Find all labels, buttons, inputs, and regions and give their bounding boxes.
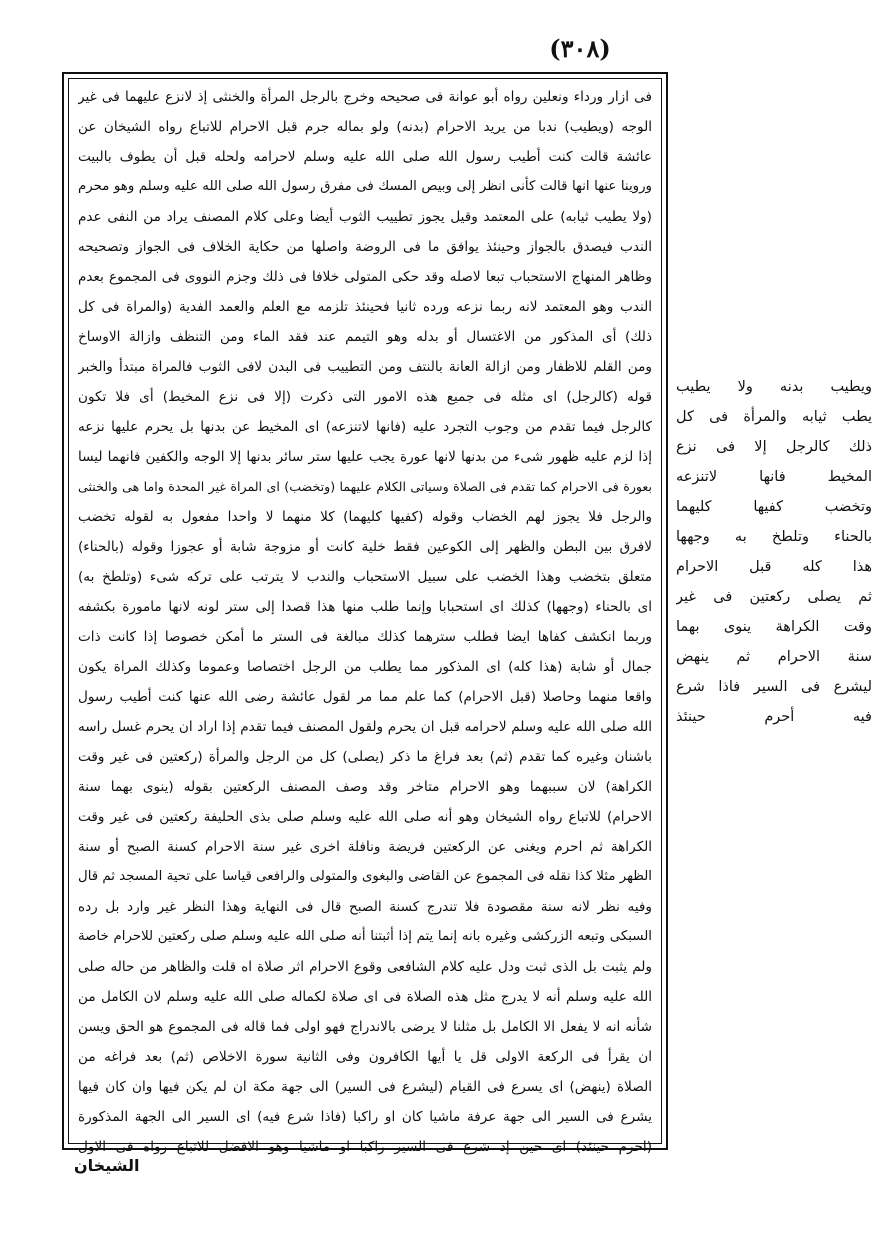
commentary-line: السبكى وتبعه الزركشى وغيره بانه إنما يتم إذا أثبتنا أنه صلى الله عليه وسلم صلى ركعتين للاحرام خاصة	[78, 929, 652, 944]
commentary-line: الندب فيصدق بالجواز وحينئذ يوافق ما فى الروضة واصلها من حكاية الخلاف فى الجواز وتصحيحه	[78, 239, 652, 255]
commentary-line: الله صلى الله عليه وسلم لاحرامه قبل ان يحرم ولقول المصنف فيما تقدم إذا اراد ان يحرم غسل راسه	[78, 719, 652, 735]
commentary-line: اى بالحناء (وجهها) كذلك اى استحبابا وإنما طلب منها هذا قصدا إلى ستر لونه لانها مامورة بكشفه	[78, 599, 652, 615]
commentary-line: بعورة فى الاحرام كما تقدم فى الصلاة وسياتى الكلام عليهما (وتخضب) اى المراة غير المحدة واما هى والخنثى	[78, 479, 652, 494]
commentary-line: الصلاة (ينهض) اى يسرع فى القيام (ليشرع فى السير) الى جهة مكة ان لم يكن فيها وان كان فيها	[78, 1079, 652, 1095]
commentary-line: قوله (كالرجل) اى مثله فى جميع هذه الامور التى ذكرت (إلا فى نزع المخيط) أى فلا تكون	[78, 389, 652, 405]
commentary-line: (احرم حينئذ) اى حين إذ شرع فى السير راكبا او ماشيا وهو الافضل للاتباع رواه فى الاول	[78, 1139, 652, 1155]
commentary-line: الندب وهو المعتمد لانه ربما نزعه ورده ثانيا فحينئذ تلزمه مع العلم والعمد الفدية (والمراة فى كل	[78, 299, 652, 315]
matn-line: سنة الاحرام ثم ينهض	[676, 649, 872, 665]
commentary-line: إذا لزم عليه ظهور شىء من بدنها لانها عورة يجب عليها ستر سائر بدنها إلا الوجه والكفين فانهما ليسا	[78, 449, 652, 465]
matn-line: هذا كله قبل الاحرام	[676, 559, 872, 575]
matn-line: بالحناء وتلطخ به وجهها	[676, 529, 872, 545]
commentary-line: وربما انكشف كفاها ايضا فطلب سترهما كذلك مبالغة فى الستر ما أمكن خصوصا إذا كانت ذات	[78, 629, 652, 645]
matn-line: المخيط فانها لاتنزعه	[676, 469, 872, 485]
commentary-line: جمال أو شابة (هذا كله) اى المذكور مما يطلب من الرجل اختصاصا وعموما وكذلك المراة يكون	[78, 659, 652, 675]
commentary-line: (ولا يطيب ثيابه) على المعتمد وقيل يجوز تطييب الثوب أيضا وعلى كلام المصنف يراد من النفى عدم	[78, 209, 652, 225]
commentary-line: الله عليه وسلم أنه لا يدرج مثل هذه الصلاة فى اى صلاة لكماله صلى الله عليه وسلم لان الكامل من	[78, 989, 652, 1005]
commentary-line: الاحرام) للاتباع رواه الشيخان وهو أنه صلى الله عليه وسلم صلى بذى الحليفة ركعتين فى غير وقت	[78, 809, 652, 825]
matn-margin-text	[676, 372, 872, 732]
commentary-line: ومن القلم للاظفار ومن ازالة العانة بالنتف ومن التطييب فى البدن لافى الثوب فالمراة مبتدأ والخبر	[78, 359, 652, 375]
matn-line: وقت الكراهة ينوى بهما	[676, 619, 872, 635]
matn-line: ليشرع فى السير فاذا شرع	[676, 679, 872, 695]
matn-line: فيه أحرم حينئذ	[676, 709, 872, 725]
matn-line: يطب ثيابه والمرأة فى كل	[676, 409, 872, 425]
commentary-line: ولم يثبت بل الذى ثبت ودل عليه كلام الشافعى وقوع الاحرام اثر صلاة اه قلت والظاهر من حاله صلى	[78, 959, 652, 975]
commentary-line: والرجل فلا يجوز لهم الخضاب وقوله (كفيها كليهما) كلا منهما لا واحدا مفعول به لقوله تخضب	[78, 509, 652, 525]
commentary-line: كالرجل فيما تقدم من وجوب التجرد عليه (فانها لاتنزعه) اى المخيط عن بدنها بل يحرم عليها نزعه	[78, 419, 652, 435]
commentary-line: فى ازار ورداء ونعلين رواه أبو عوانة فى صحيحه وخرج بالرجل المرأة والخنثى إذ لانزع عليهما فى غير	[78, 89, 652, 105]
matn-line: ذلك كالرجل إلا فى نزع	[676, 439, 872, 455]
matn-line: ويطيب بدنه ولا يطيب	[676, 379, 872, 395]
page-number: (٣٠٨)	[549, 34, 611, 63]
commentary-line: باشنان وغيره كما تقدم (ثم) بعد فراغ ما ذكر (يصلى) كل من الرجل والمرأة (ركعتين فى غير وقت	[78, 749, 652, 765]
commentary-line: الوجه (ويطيب) ندبا من يريد الاحرام (بدنه) ولو بماله جرم قبل الاحرام للاتباع رواه الشيخان عن	[78, 119, 652, 135]
commentary-line: وظاهر المنهاج الاستحباب تبعا لاصله وقد حكى المتولى خلافا فى ذلك وجزم النووى فى المجموع بعدم	[78, 269, 652, 285]
commentary-line: ذلك) أى المذكور من الاغتسال أو بدله وهو التيمم عند فقد الماء ومن التنظف وازالة الاوساخ	[78, 329, 652, 345]
commentary-text	[78, 82, 652, 1155]
commentary-line: شأنه انه لا يفعل الا الكامل بل مثلنا لا يرضى بالاندراج فهو اولى فما قاله فى المجموع هو الحق ويسن	[78, 1019, 652, 1035]
catchword: الشيخان	[74, 1156, 140, 1175]
commentary-line: الظهر مثلا كذا نقله فى المجموع عن القاضى والبغوى والمتولى والرافعى قياسا على تحية المسجد ثم قال	[78, 869, 652, 884]
commentary-line: الكراهة ثم احرم ويغنى عن الركعتين فريضة ونافلة اخرى غير سنة الاحرام كسنة الصبح أو سنة	[78, 839, 652, 855]
commentary-line: متعلق بتخضب وهذا الخضب على سبيل الاستحباب والندب لا يترتب على تركه شىء (وتلطخ به)	[78, 569, 652, 585]
commentary-line: وفيه نظر لانه سنة مقصودة فلا تندرج كسنة الصبح قال فى النهاية وهذا النظر غير وارد بل رده	[78, 899, 652, 915]
commentary-frame	[62, 72, 668, 1155]
commentary-line: وروينا عنها انها قالت كأنى انظر إلى وبيص المسك فى مفرق رسول الله صلى الله عليه وسلم وهو محرم	[78, 179, 652, 194]
commentary-line: عائشة قالت كنت أطيب رسول الله صلى الله عليه وسلم لاحرامه ولحله قبل أن يطوف بالبيت	[78, 149, 652, 165]
commentary-line: الكراهة) لان سببهما وهو الاحرام متاخر وقد وصف المصنف الركعتين بقوله (ينوى بهما سنة	[78, 779, 652, 795]
matn-line: ثم يصلى ركعتين فى غير	[676, 589, 872, 605]
commentary-line: لافرق بين البطن والظهر إلى الكوعين فقط خلية كانت أو مزوجة شابة أو عجوزا وقوله (بالحناء)	[78, 539, 652, 555]
commentary-line: ان يقرأ فى الركعة الاولى قل يا أيها الكافرون وفى الثانية سورة الاخلاص (ثم) بعد فراغه من	[78, 1049, 652, 1065]
commentary-line: واقعا منهما وحاصلا (قبل الاحرام) كما علم مما مر لقول عائشة رضى الله عنها كنت أطيب رسول	[78, 689, 652, 705]
commentary-line: يشرع فى السير الى جهة عرفة ماشيا كان او راكبا (فاذا شرع فيه) اى السير الى الجهة المذكورة	[78, 1109, 652, 1125]
matn-line: وتخضب كفيها كليهما	[676, 499, 872, 515]
